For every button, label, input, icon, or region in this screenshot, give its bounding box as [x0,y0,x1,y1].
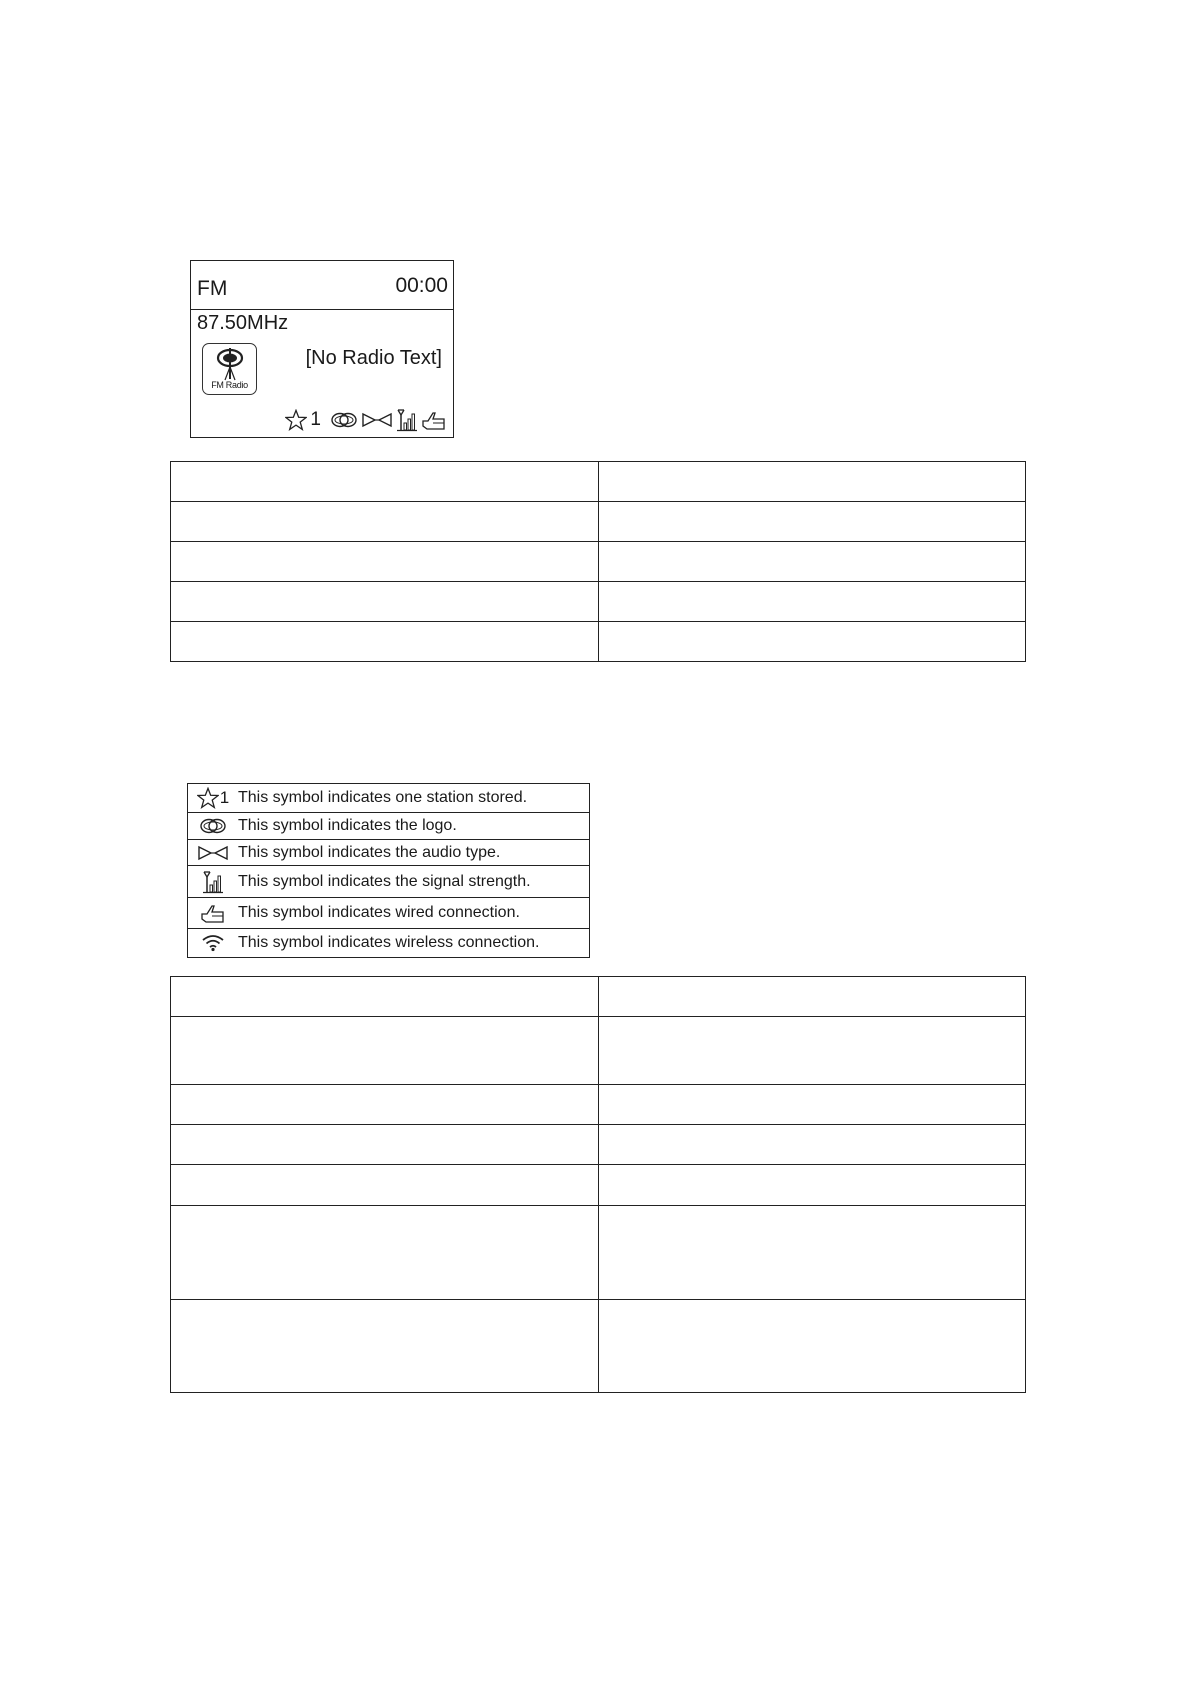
signal-strength-icon [396,408,418,432]
table-row [171,462,1026,502]
table-cell [598,622,1026,662]
audio-type-icon [361,412,393,428]
clock-label: 00:00 [395,274,448,297]
table-cell [171,462,599,502]
table-cell [171,1165,599,1206]
table-1 [170,461,1026,662]
star-icon [197,787,219,809]
legend-item [188,813,589,840]
star-icon [285,409,307,431]
preset-number: 1 [310,409,321,430]
audio-type-icon [197,845,229,861]
table-cell [598,582,1026,622]
symbol-legend [187,783,590,958]
signal-strength-icon [202,870,224,894]
fm-radio-screen [190,260,454,438]
table-row [171,1206,1026,1300]
fm-radio-logo-label: FM Radio [211,380,248,390]
legend-text: This symbol indicates the signal strength. [238,872,531,890]
table-cell [598,1206,1026,1300]
table-cell [171,1017,599,1085]
table-cell [171,622,599,662]
table-cell [598,1300,1026,1393]
table-row [171,502,1026,542]
logo-icon [330,411,358,429]
legend-item [188,929,589,957]
table-row [171,1017,1026,1085]
table-cell [598,1165,1026,1206]
legend-text: This symbol indicates wired connection. [238,904,520,921]
radio-tower-icon [214,347,246,381]
radio-text: [No Radio Text] [305,347,442,369]
preset-number: 1 [219,788,230,807]
table-cell [171,1085,599,1125]
table-cell [171,977,599,1017]
table-cell [171,1206,599,1300]
legend-text: This symbol indicates one station stored. [238,789,528,806]
table-cell [598,1085,1026,1125]
fm-radio-logo [202,343,257,395]
table-cell [598,542,1026,582]
legend-text: This symbol indicates the logo. [238,817,457,834]
table-cell [171,542,599,582]
legend-item [188,866,589,898]
frequency-label: 87.50MHz [197,312,289,334]
table-row [171,582,1026,622]
legend-item [188,784,589,813]
table-cell [598,977,1026,1017]
table-row [171,977,1026,1017]
table-cell [598,502,1026,542]
legend-text: This symbol indicates the audio type. [238,843,501,861]
table-cell [598,462,1026,502]
wired-connection-icon [200,902,226,924]
wireless-connection-icon [201,934,225,952]
table-cell [171,1125,599,1165]
table-cell [598,1017,1026,1085]
table-cell [598,1125,1026,1165]
legend-text: This symbol indicates wireless connection. [238,934,540,951]
table-row [171,542,1026,582]
mode-label: FM [197,277,228,300]
table-row [171,1165,1026,1206]
table-row [171,1085,1026,1125]
table-2 [170,976,1026,1393]
table-row [171,1300,1026,1393]
legend-item [188,898,589,929]
legend-item [188,840,589,866]
logo-icon [199,817,227,835]
screen-header [191,261,453,310]
table-row [171,622,1026,662]
table-cell [171,582,599,622]
table-cell [171,502,599,542]
table-cell [171,1300,599,1393]
status-icon-row [285,407,447,433]
wired-connection-icon [421,409,447,431]
table-row [171,1125,1026,1165]
